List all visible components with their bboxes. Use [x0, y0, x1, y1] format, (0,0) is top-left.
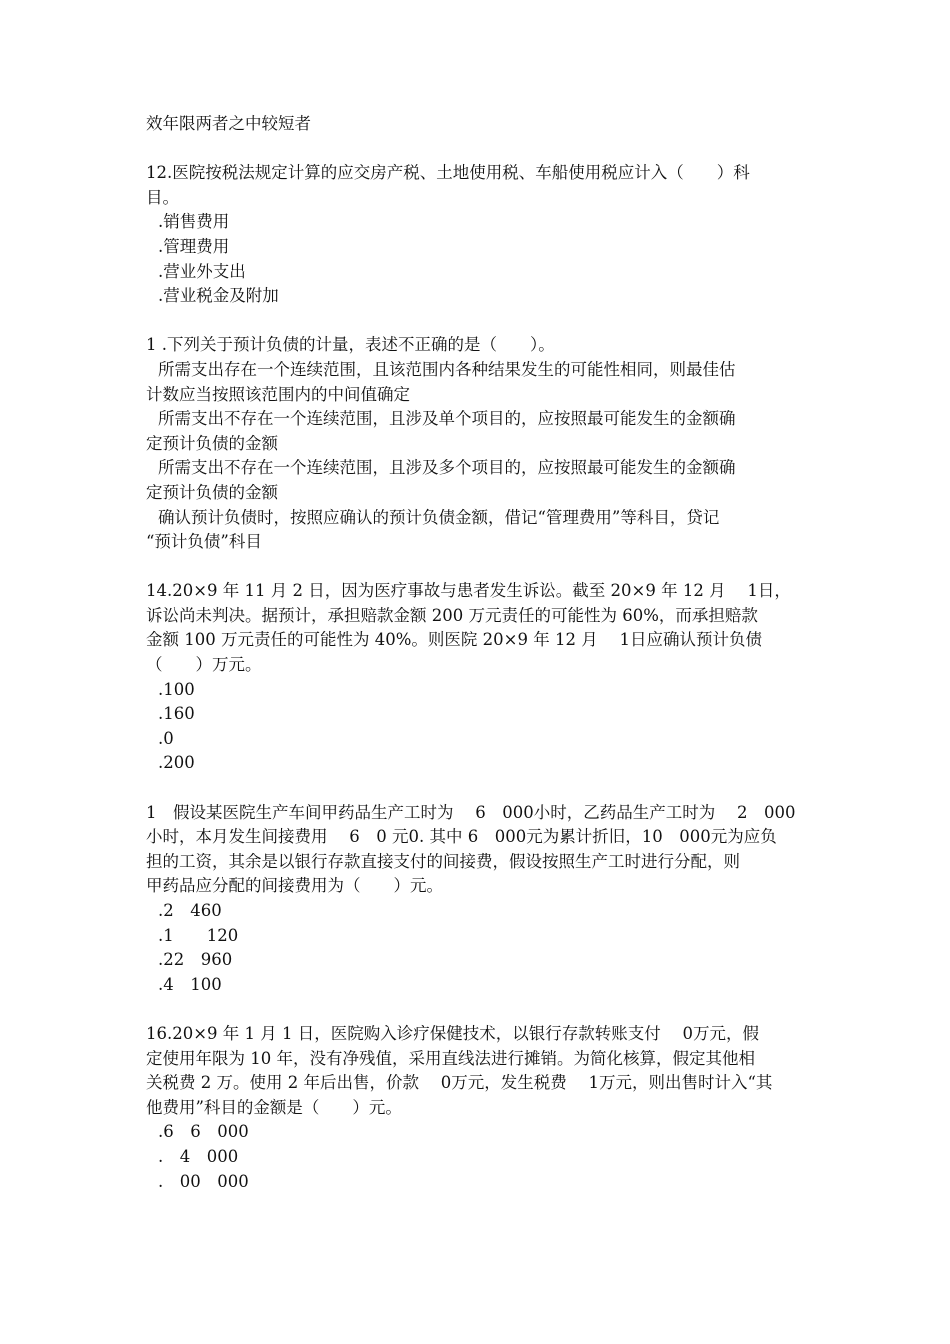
- question-text: 目。: [146, 187, 179, 207]
- option-b-cont: 定预计负债的金额: [146, 433, 278, 453]
- option-b: .160: [158, 704, 195, 724]
- question-text: 1 .下列关于预计负债的计量，表述不正确的是（ ）。: [146, 335, 555, 355]
- option-c: .营业外支出: [158, 261, 246, 281]
- question-16: [146, 1022, 826, 1194]
- option-c: .0: [158, 728, 174, 748]
- question-text: 小时，本月发生间接费用 6 0 元0. 其中 6 000元为累计折旧，10 000元为应负: [146, 827, 777, 847]
- question-text: （ ）万元。: [146, 655, 262, 675]
- spacer: [146, 309, 826, 334]
- question-13: [146, 333, 826, 554]
- option-a: .100: [158, 679, 195, 699]
- option-b: .1 120: [158, 925, 239, 945]
- option-d: .200: [158, 753, 195, 773]
- question-text: 关税费 2 万。使用 2 年后出售，价款 0万元，发生税费 1万元，则出售时计入“其: [146, 1073, 773, 1093]
- option-a-cont: 计数应当按照该范围内的中间值确定: [146, 384, 410, 404]
- question-text: 金额 100 万元责任的可能性为 40%。则医院 20×9 年 12 月 1日应确认预计负债: [146, 630, 762, 650]
- option-d-cont: “预计负债”科目: [146, 532, 262, 552]
- document-page: [146, 112, 826, 1194]
- question-text: 担的工资，其余是以银行存款直接支付的间接费，假设按照生产工时进行分配，则: [146, 851, 740, 871]
- question-12: [146, 161, 826, 309]
- option-d: 确认预计负债时，按照应确认的预计负债金额，借记“管理费用”等科目，贷记: [158, 507, 720, 527]
- option-c-cont: 定预计负债的金额: [146, 482, 278, 502]
- question-text: 定使用年限为 10 年，没有净残值，采用直线法进行摊销。为简化核算，假定其他相: [146, 1048, 755, 1068]
- spacer: [146, 137, 826, 162]
- option-a: .2 460: [158, 901, 222, 920]
- question-text: 他费用”科目的金额是（ ）元。: [146, 1097, 402, 1117]
- option-d: .营业税金及附加: [158, 286, 279, 306]
- spacer: [146, 997, 826, 1022]
- spacer: [146, 555, 826, 580]
- question-15: [146, 801, 826, 998]
- question-text: 14.20×9 年 11 月 2 日，因为医疗事故与患者发生诉讼。截至 20×9 年 12 月 1日，: [146, 581, 791, 601]
- option-d: .4 100: [158, 974, 222, 994]
- question-text: 1 假设某医院生产车间甲药品生产工时为 6 000小时，乙药品生产工时为 2 000: [146, 802, 796, 822]
- option-c: 所需支出不存在一个连续范围，且涉及多个项目的，应按照最可能发生的金额确: [158, 458, 736, 478]
- intro-text: 效年限两者之中较短者: [146, 114, 311, 133]
- question-text: 16.20×9 年 1 月 1 日，医院购入诊疗保健技术，以银行存款转账支付 0万元，假: [146, 1023, 760, 1043]
- option-a: .6 6 000: [158, 1122, 249, 1142]
- question-text: 12.医院按税法规定计算的应交房产税、土地使用税、车船使用税应计入（ ）科: [146, 163, 750, 183]
- option-b: . 4 000: [158, 1146, 239, 1166]
- option-a: 所需支出存在一个连续范围，且该范围内各种结果发生的可能性相同，则最佳估: [158, 359, 736, 379]
- spacer: [146, 776, 826, 801]
- option-c: .22 960: [158, 950, 233, 970]
- option-a: .销售费用: [158, 212, 230, 232]
- question-14: [146, 579, 826, 776]
- option-b: 所需支出不存在一个连续范围，且涉及单个项目的，应按照最可能发生的金额确: [158, 409, 736, 429]
- option-b: .管理费用: [158, 236, 230, 256]
- question-text: 诉讼尚未判决。据预计，承担赔款金额 200 万元责任的可能性为 60%，而承担赔款: [146, 605, 758, 625]
- question-text: 甲药品应分配的间接费用为（ ）元。: [146, 876, 443, 896]
- option-c: . 00 000: [158, 1171, 249, 1191]
